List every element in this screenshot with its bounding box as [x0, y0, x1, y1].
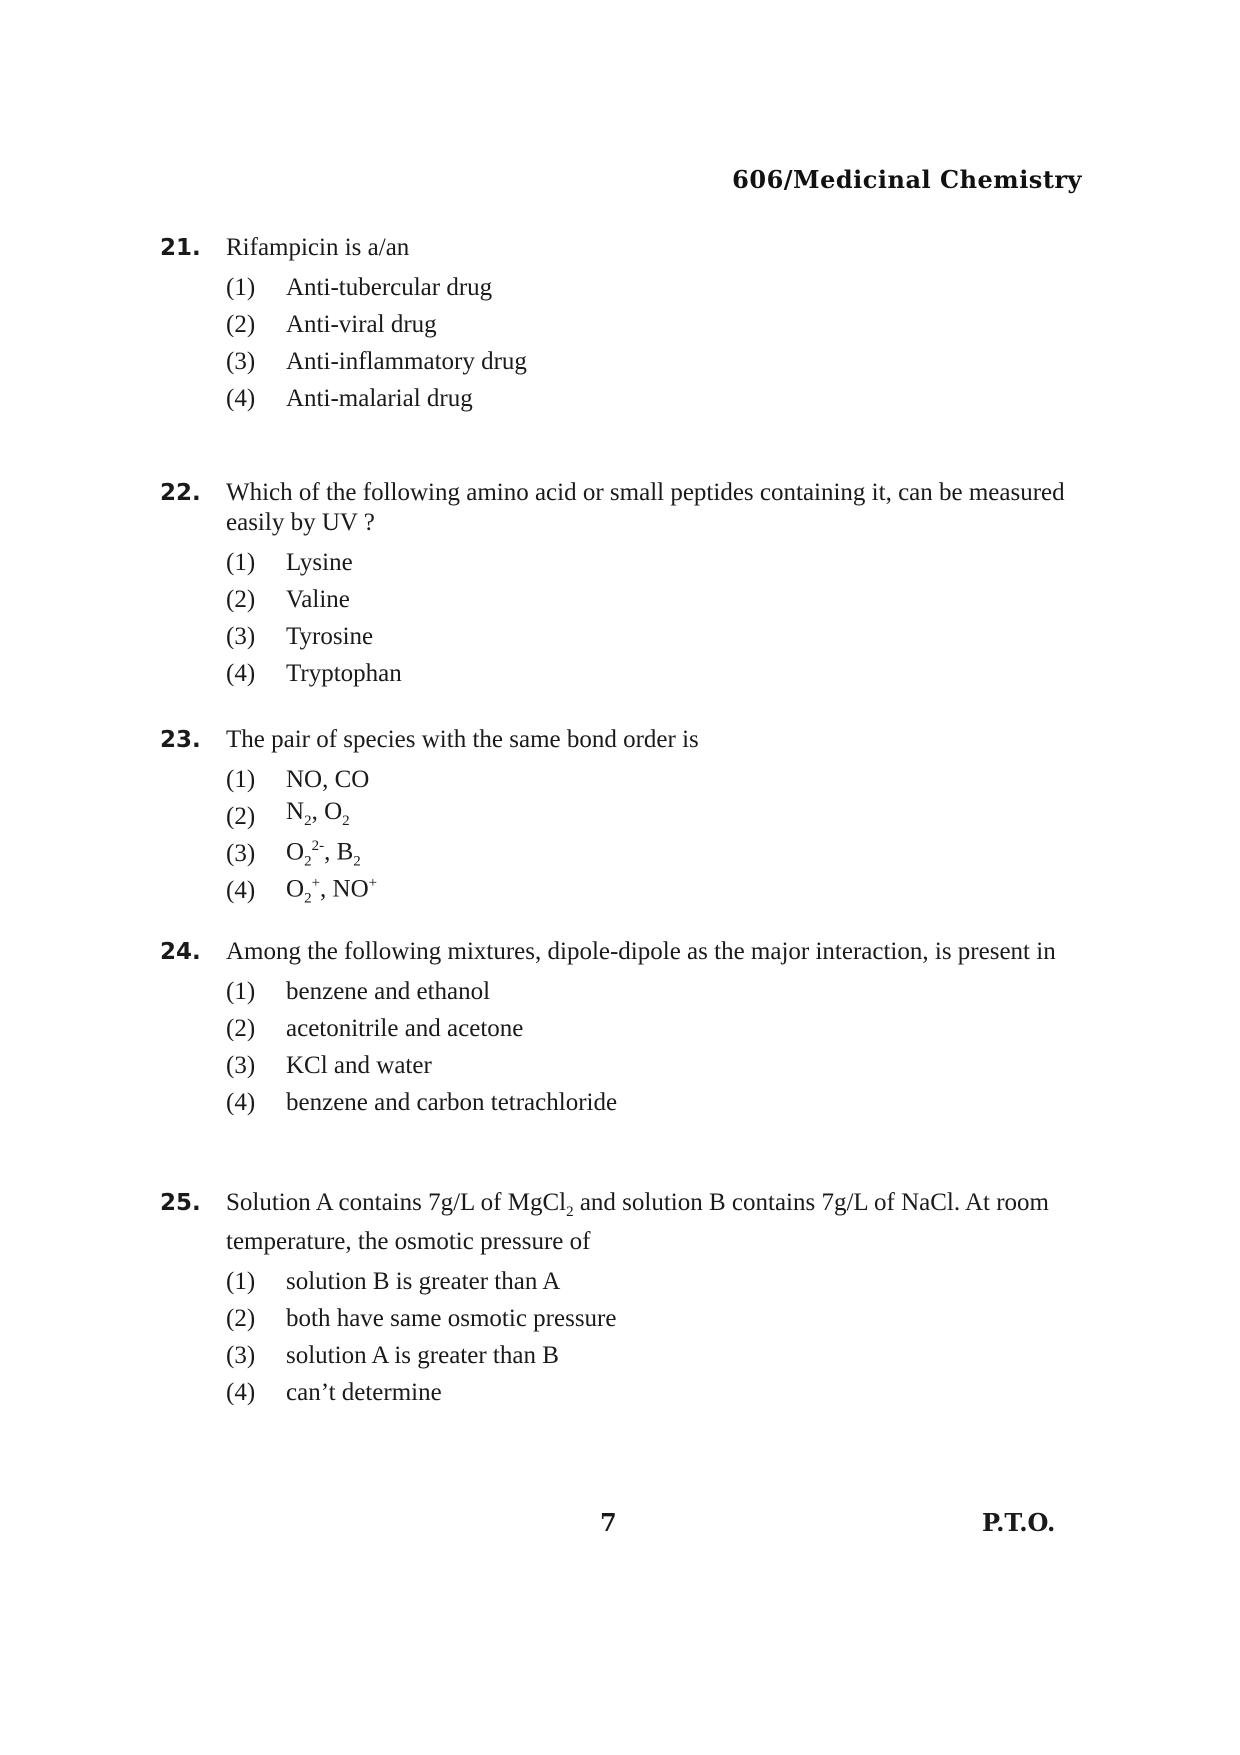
- question-21: [160, 233, 1095, 417]
- option-text: KCl and water: [286, 1051, 432, 1079]
- option-text: acetonitrile and acetone: [286, 1014, 524, 1042]
- option-number: (4): [226, 1088, 256, 1116]
- option-2: [226, 581, 1095, 618]
- option-text: benzene and carbon tetrachloride: [286, 1088, 618, 1116]
- option-formula: $O_2^+$, NO+: [286, 874, 378, 907]
- options-list: [226, 761, 1095, 909]
- option-3: [226, 1337, 1095, 1374]
- option-4: [226, 872, 1095, 909]
- question-number: 21.: [160, 235, 201, 261]
- option-number: (1): [226, 765, 256, 793]
- option-1: [226, 269, 1095, 306]
- question-number: 22.: [160, 480, 201, 506]
- option-2: [226, 1300, 1095, 1337]
- option-text: both have same osmotic pressure: [286, 1304, 617, 1332]
- option-4: [226, 380, 1095, 417]
- options-list: [226, 544, 1095, 692]
- option-text: Anti-tubercular drug: [286, 273, 493, 301]
- options-list: [226, 1263, 1095, 1411]
- question-23: [160, 725, 1095, 909]
- option-text: Valine: [286, 585, 350, 613]
- question-number: 23.: [160, 727, 201, 753]
- option-number: (3): [226, 1341, 256, 1369]
- option-number: (3): [226, 347, 256, 375]
- option-number: (3): [226, 839, 256, 867]
- options-list: [226, 269, 1095, 417]
- option-number: (3): [226, 1051, 256, 1079]
- option-2: [226, 798, 1095, 835]
- question-text: Solution A contains 7g/L of MgCl$_2$ and solution B contains 7g/L of NaCl. At room temperature, the osmotic pressure of: [226, 1189, 1050, 1255]
- option-number: (4): [226, 876, 256, 904]
- option-text: Tryptophan: [286, 659, 402, 687]
- option-text: Anti-viral drug: [286, 310, 437, 338]
- question-number: 25.: [160, 1190, 201, 1216]
- question-number: 24.: [160, 939, 201, 965]
- option-number: (2): [226, 585, 256, 613]
- option-text: Lysine: [286, 548, 353, 576]
- question-24: [160, 937, 1095, 1121]
- option-number: (3): [226, 622, 256, 650]
- option-text: solution A is greater than B: [286, 1341, 559, 1369]
- option-text: benzene and ethanol: [286, 977, 491, 1005]
- option-number: (1): [226, 977, 256, 1005]
- option-2: [226, 306, 1095, 343]
- options-list: [226, 973, 1095, 1121]
- option-number: (4): [226, 1378, 256, 1406]
- option-2: [226, 1010, 1095, 1047]
- option-3: [226, 343, 1095, 380]
- option-text: Anti-inflammatory drug: [286, 347, 527, 375]
- option-4: [226, 1084, 1095, 1121]
- option-number: (2): [226, 1304, 256, 1332]
- question-text: Which of the following amino acid or small peptides containing it, can be measured easily by UV ?: [226, 479, 1065, 536]
- pto-label: P.T.O.: [982, 1508, 1056, 1537]
- option-number: (1): [226, 548, 256, 576]
- option-number: (1): [226, 1267, 256, 1295]
- option-1: [226, 1263, 1095, 1300]
- question-text: Among the following mixtures, dipole-dipole as the major interaction, is present in: [226, 938, 1056, 965]
- option-4: [226, 655, 1095, 692]
- question-25: [160, 1188, 1095, 1411]
- question-text: Rifampicin is a/an: [226, 234, 410, 261]
- option-text: NO, CO: [286, 765, 370, 793]
- option-text: solution B is greater than A: [286, 1267, 561, 1295]
- option-text: can’t determine: [286, 1378, 442, 1406]
- option-number: (2): [226, 1014, 256, 1042]
- question-22: [160, 478, 1095, 692]
- page-number: 7: [600, 1508, 617, 1537]
- option-number: (4): [226, 384, 256, 412]
- option-3: [226, 1047, 1095, 1084]
- option-1: [226, 761, 1095, 798]
- question-text: The pair of species with the same bond order is: [226, 726, 699, 753]
- option-number: (1): [226, 273, 256, 301]
- option-4: [226, 1374, 1095, 1411]
- page-header-title: 606/Medicinal Chemistry: [732, 165, 1082, 194]
- option-1: [226, 544, 1095, 581]
- option-number: (2): [226, 802, 256, 830]
- option-number: (2): [226, 310, 256, 338]
- option-1: [226, 973, 1095, 1010]
- option-3: [226, 835, 1095, 872]
- option-number: (4): [226, 659, 256, 687]
- option-text: Tyrosine: [286, 622, 374, 650]
- option-formula: $N_2$, $O_2$: [286, 798, 350, 829]
- option-text: Anti-malarial drug: [286, 384, 473, 412]
- option-formula: $O_2^{2-}$, $B_2$: [286, 837, 361, 870]
- option-3: [226, 618, 1095, 655]
